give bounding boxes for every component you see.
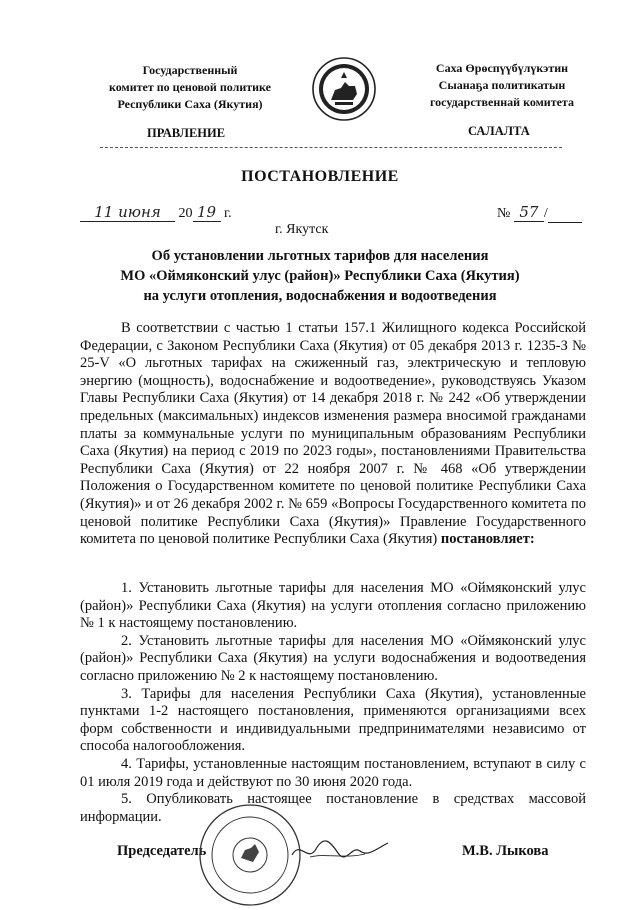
- date-year-prefix: 20: [178, 206, 193, 221]
- city: г. Якутск: [275, 222, 329, 237]
- issuer-line: государственнай комитета: [430, 95, 574, 109]
- header-divider: [100, 147, 562, 148]
- subject-line: на услуги отопления, водоснабжения и водоотведения: [143, 288, 497, 304]
- resolution-item: 4. Тарифы, установленные настоящим постановлением, вступают в силу с 01 июля 2019 года и действуют по 30 июня 2020 года.: [80, 755, 586, 790]
- resolution-item: 1. Установить льготные тарифы для населения МО «Оймяконский улус (район)» Республики Саха (Якутия) на услуги отопления согласно приложению № 1 к настоящему постановлению.: [80, 580, 586, 632]
- preamble-resolves: постановляет:: [440, 531, 535, 548]
- handwritten-signature: [290, 835, 390, 870]
- issuer-name-russian: [75, 62, 305, 113]
- document-title: ПОСТАНОВЛЕНИЕ: [241, 168, 399, 185]
- number-value: 57: [514, 203, 544, 222]
- subject-line: Об установлении льготных тарифов для населения: [151, 248, 489, 264]
- issuer-line: комитет по ценовой политике: [109, 80, 271, 94]
- date-year-end: г.: [224, 206, 232, 221]
- document-number: [497, 203, 582, 223]
- signatory-name: М.В. Лыкова: [462, 843, 549, 859]
- issuer-line: Республики Саха (Якутия): [117, 97, 263, 111]
- coat-of-arms-emblem: [311, 56, 377, 127]
- resolution-item: 2. Установить льготные тарифы для населения МО «Оймяконский улус (район)» Республики Саха (Якутия) на услуги водоснабжения и водоотведения согласно приложению № 2 к настоящему постановлению.: [80, 632, 586, 684]
- resolution-items: [80, 580, 586, 826]
- resolution-item: 5. Опубликовать настоящее постановление в средствах массовой информации.: [80, 791, 586, 825]
- board-label-yakut: САЛАЛТА: [468, 124, 530, 138]
- signatory-role: Председатель: [117, 843, 207, 859]
- issuer-line: Государственный: [142, 63, 238, 77]
- number-slash: /: [543, 206, 548, 221]
- issuer-line: Сыанаҕа политикатын: [438, 78, 566, 92]
- preamble-text: В соответствии с частью 1 статьи 157.1 Жилищного кодекса Российской Федерации, с Законом Республики Саха (Якутия) от 05 декабря 2013 г. 1235-З № 25-V «О льготных тарифах на сжиженный газ, электрическую и тепловую энергию (мощность), водоснабжение и водоотведение», руководствуясь Указом Главы Республики Саха (Якутия) от 14 декабря 2018 г. № 242 «Об утверждении предельных (максимальных) индексов изменения размера вносимой гражданами платы за коммунальные услуги по муниципальным образованиям Республики Саха (Якутия) на период с 2019 по 2023 годы», постановлениями Правительства Республики Саха (Якутия) от 22 ноября 2007 г. № 468 «Об утверждении Положения о Государственном комитете по ценовой политике Республики Саха (Якутия)» и от 26 декабря 2002 г. № 659 «Вопросы Государственного комитета по ценовой политике Республики Саха (Якутия)» Правление Государственного комитета по ценовой политике Республики Саха (Якутия): [80, 320, 586, 548]
- subject-line: МО «Оймяконский улус (район)» Республики Саха (Якутия): [120, 268, 520, 284]
- number-sign: №: [497, 206, 511, 221]
- round-seal-stamp: [195, 800, 305, 910]
- date-day-month: 11 июня: [80, 203, 175, 222]
- issuer-line: Саха Өрөспүүбүлүкэтин: [435, 61, 569, 75]
- resolution-item: 3. Тарифы для населения Республики Саха (Якутия), установленные пунктами 1-2 настоящего постановления, применяются организациями всех форм собственности и индивидуальными предпринимателями независимо от способа налогообложения.: [80, 685, 586, 755]
- document-subject: [0, 246, 640, 306]
- issuer-name-yakut: [392, 60, 612, 111]
- preamble-paragraph: [80, 320, 586, 549]
- board-label-russian: ПРАВЛЕНИЕ: [147, 126, 226, 140]
- document-date: [80, 203, 232, 222]
- date-year-suffix: 19: [193, 203, 221, 222]
